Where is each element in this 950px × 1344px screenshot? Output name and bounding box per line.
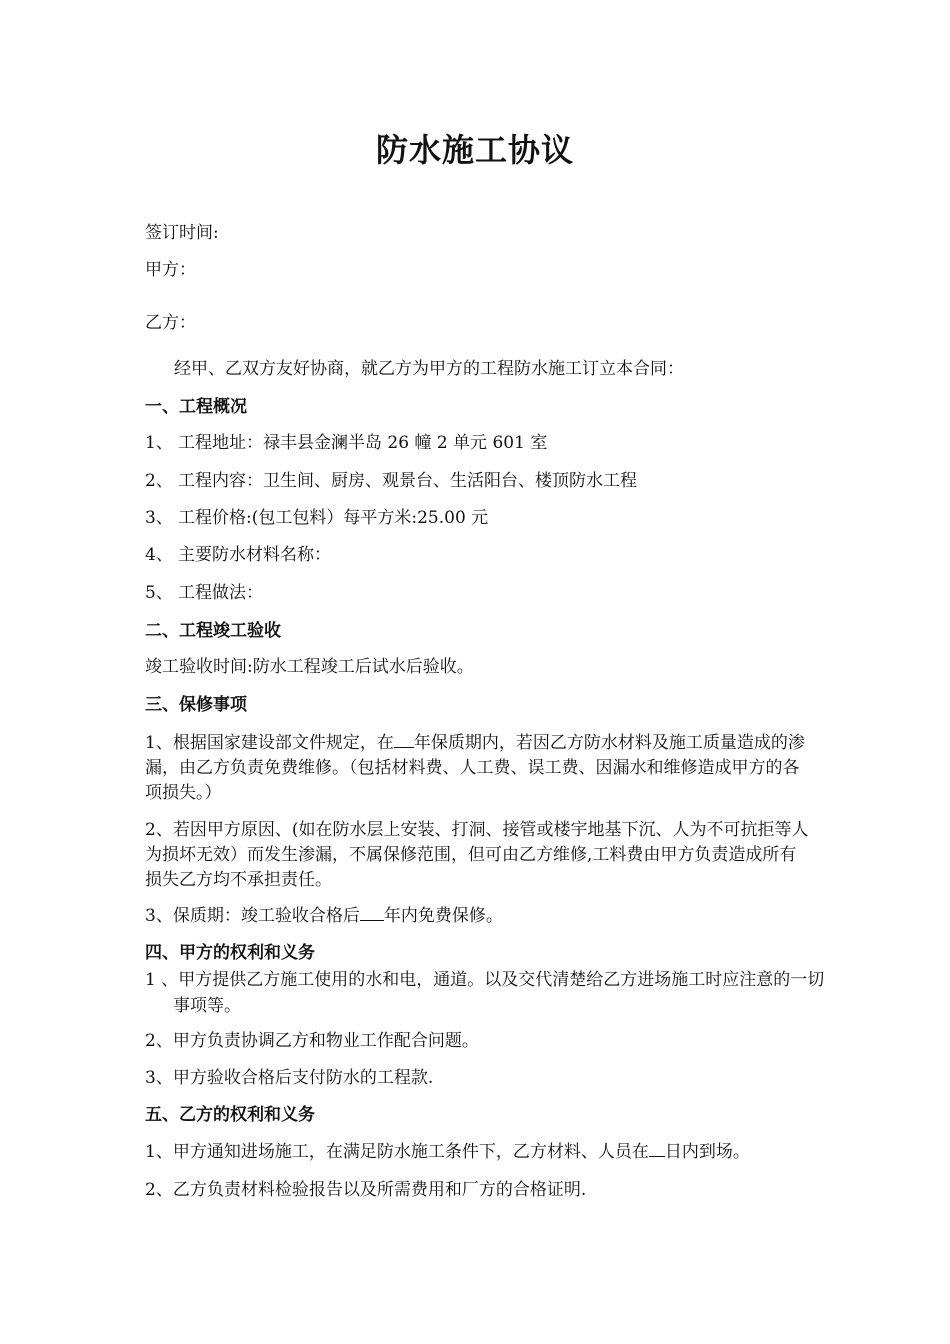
section1-item-4 <box>145 544 825 566</box>
section1-item-5 <box>145 582 825 604</box>
item-text: 主要防水材料名称： <box>178 545 331 565</box>
section3-item-2: 2、若因甲方原因、(如在防水层上安装、打洞、接管或楼宇地基下沉、人为不可抗拒等人为损坏无效）而发生渗漏，不属保修范围，但可由乙方维修,工料费由甲方负责造成所有损失乙方均不承担责任。 <box>145 820 809 890</box>
section5-heading: 五、乙方的权利和义务 <box>145 1105 315 1125</box>
section1-item-1 <box>145 432 825 454</box>
item-text-before: 1、根据国家建设部文件规定，在 <box>145 733 394 753</box>
section4-heading: 四、甲方的权利和义务 <box>145 943 315 963</box>
section5-item-2: 2、乙方负责材料检验报告以及所需费用和厂方的合格证明. <box>145 1180 587 1200</box>
section4-item-3: 3、甲方验收合格后支付防水的工程款. <box>145 1068 434 1088</box>
item-number: 5、 <box>145 583 173 603</box>
intro-paragraph: 经甲、乙双方友好协商，就乙方为甲方的工程防水施工订立本合同： <box>174 359 684 379</box>
item-text: 工程内容：卫生间、厨房、观景台、生活阳台、楼顶防水工程 <box>178 471 637 491</box>
section2-text: 竣工验收时间:防水工程竣工后试水后验收。 <box>145 657 474 677</box>
section1-heading: 一、工程概况 <box>145 397 247 417</box>
sign-time-label: 签订时间: <box>145 223 219 243</box>
item-number: 3、 <box>145 508 173 528</box>
section4-item-2: 2、甲方负责协调乙方和物业工作配合问题。 <box>145 1031 479 1051</box>
item-text: 工程价格:(包工包料）每平方米:25.00 元 <box>178 508 489 528</box>
item-text: 工程做法： <box>178 583 263 603</box>
item-text-after: 日内到场。 <box>664 1142 750 1162</box>
blank-years <box>360 906 384 921</box>
section1-item-2 <box>145 470 825 492</box>
item-number: 1、 <box>145 433 173 453</box>
item-text-after: 年内免费保修。 <box>383 906 503 926</box>
blank-days <box>649 1142 665 1157</box>
item-number: 2、 <box>145 471 173 491</box>
item-number: 4、 <box>145 545 173 565</box>
section5-item-1 <box>145 1141 845 1163</box>
document-title: 防水施工协议 <box>375 131 574 169</box>
section2-heading: 二、工程竣工验收 <box>145 621 281 641</box>
party-a-label: 甲方： <box>145 260 196 280</box>
section3-item-3 <box>145 905 825 927</box>
item-text-before: 3、保质期：竣工验收合格后 <box>145 906 360 926</box>
section1-item-3 <box>145 507 825 529</box>
party-b-label: 乙方： <box>145 313 196 333</box>
item-text-after: 年保质期内，若因乙方防水材料及施工质量造成的渗漏，由乙方负责免费维修。（包括材料费、人工费、误工费、因漏水和维修造成甲方的各项损失。） <box>145 733 805 803</box>
section3-heading: 三、保修事项 <box>145 695 247 715</box>
section4-item-1: 1 、甲方提供乙方施工使用的水和电，通道。以及交代清楚给乙方进场施工时应注意的一切事项等。 <box>145 970 825 1016</box>
item-text-before: 1、甲方通知进场施工，在满足防水施工条件下，乙方材料、人员在 <box>145 1142 649 1162</box>
blank-years <box>394 733 414 748</box>
section3-item-1 <box>145 731 813 806</box>
item-text: 工程地址：禄丰县金澜半岛 26 幢 2 单元 601 室 <box>178 433 548 453</box>
